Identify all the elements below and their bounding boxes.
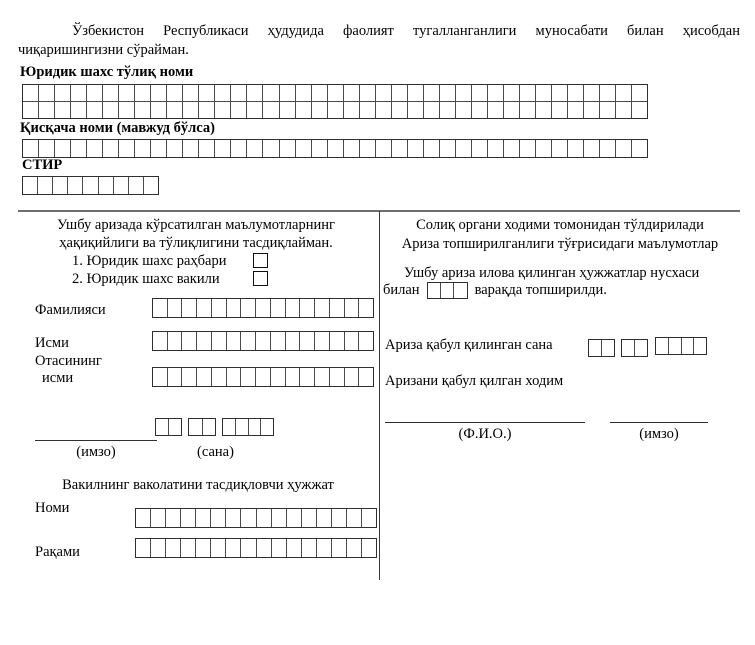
grid-cell[interactable] xyxy=(343,140,359,157)
grid-cell[interactable] xyxy=(150,539,165,557)
grid-cell[interactable] xyxy=(214,140,230,157)
grid-cell[interactable] xyxy=(391,140,407,157)
grid-cell[interactable] xyxy=(82,177,97,194)
grid-cell[interactable] xyxy=(118,140,134,157)
grid-cell[interactable] xyxy=(70,140,86,157)
short-name-label: Қисқача номи (мавжуд бўлса) xyxy=(20,120,215,136)
grid-cell[interactable] xyxy=(359,140,375,157)
grid-cell[interactable] xyxy=(359,85,375,101)
grid-cell[interactable] xyxy=(331,539,346,557)
grid-cell[interactable] xyxy=(167,368,182,386)
grid-cell[interactable] xyxy=(314,368,329,386)
option-legal-entity-representative-label: 2. Юридик шахс вакили xyxy=(72,271,220,287)
grid-cell[interactable] xyxy=(299,299,314,317)
grid-cell[interactable] xyxy=(344,368,359,386)
grid-cell[interactable] xyxy=(150,509,165,527)
grid-cell[interactable] xyxy=(295,102,311,118)
grid-cell[interactable] xyxy=(314,332,329,350)
grid-cell[interactable] xyxy=(182,102,198,118)
attachment-line1: Ушбу ариза илова қилинган ҳужжатлар нусхаси xyxy=(404,265,700,281)
grid-cell[interactable] xyxy=(391,102,407,118)
grid-cell[interactable] xyxy=(166,102,182,118)
grid-cell[interactable] xyxy=(299,332,314,350)
grid-cell[interactable] xyxy=(295,85,311,101)
grid-cell[interactable] xyxy=(455,102,471,118)
applicant-date-caption: (сана) xyxy=(197,444,234,460)
confirmation-line-1: Ушбу аризада кўрсатилган маълумотларнинг xyxy=(57,217,335,233)
grid-cell[interactable] xyxy=(423,102,439,118)
grid-cell[interactable] xyxy=(150,102,166,118)
doc-section-title: Вакилнинг ваколатини тасдиқловчи ҳужжат xyxy=(62,477,334,493)
grid-cell[interactable] xyxy=(344,332,359,350)
grid-cell[interactable] xyxy=(439,102,455,118)
grid-cell[interactable] xyxy=(195,539,210,557)
grid-cell[interactable] xyxy=(180,539,195,557)
grid-cell[interactable] xyxy=(301,539,316,557)
grid-cell[interactable] xyxy=(136,509,150,527)
grid-cell[interactable] xyxy=(202,419,216,435)
grid-cell[interactable] xyxy=(270,332,285,350)
grid-cell[interactable] xyxy=(134,140,150,157)
grid-cell[interactable] xyxy=(67,177,82,194)
full-name-label: Юридик шахс тўлиқ номи xyxy=(20,64,194,80)
grid-cell[interactable] xyxy=(301,509,316,527)
grid-cell[interactable] xyxy=(327,102,343,118)
tax-officer-header-line1: Солиқ органи ходими томонидан тўлдирилади xyxy=(416,217,704,233)
grid-cell[interactable] xyxy=(551,140,567,157)
officer-label: Аризани қабул қилган ходим xyxy=(385,373,564,389)
surname-grid[interactable] xyxy=(152,298,374,318)
grid-cell[interactable] xyxy=(271,539,286,557)
patronymic-label-line2: исми xyxy=(42,370,74,386)
grid-cell[interactable] xyxy=(487,102,503,118)
grid-cell[interactable] xyxy=(211,299,226,317)
stir-grid[interactable] xyxy=(22,176,159,195)
grid-cell[interactable] xyxy=(346,539,361,557)
grid-cell[interactable] xyxy=(285,368,300,386)
grid-cell[interactable] xyxy=(134,85,150,101)
grid-cell[interactable] xyxy=(240,299,255,317)
grid-cell[interactable] xyxy=(246,85,262,101)
grid-cell[interactable] xyxy=(38,102,54,118)
grid-cell[interactable] xyxy=(255,299,270,317)
grid-cell[interactable] xyxy=(196,332,211,350)
grid-cell[interactable] xyxy=(285,332,300,350)
grid-cell[interactable] xyxy=(23,177,37,194)
grid-cell[interactable] xyxy=(262,102,278,118)
grid-cell[interactable] xyxy=(589,340,601,356)
grid-cell[interactable] xyxy=(311,140,327,157)
grid-cell[interactable] xyxy=(262,140,278,157)
grid-cell[interactable] xyxy=(286,509,301,527)
grid-cell[interactable] xyxy=(153,332,167,350)
grid-cell[interactable] xyxy=(583,102,599,118)
grid-cell[interactable] xyxy=(279,140,295,157)
grid-cell[interactable] xyxy=(240,368,255,386)
grid-cell[interactable] xyxy=(471,85,487,101)
grid-cell[interactable] xyxy=(279,85,295,101)
grid-cell[interactable] xyxy=(519,140,535,157)
grid-cell[interactable] xyxy=(262,85,278,101)
grid-cell[interactable] xyxy=(211,332,226,350)
grid-cell[interactable] xyxy=(440,283,453,298)
attachment-pages-grid[interactable] xyxy=(427,282,468,299)
grid-cell[interactable] xyxy=(331,509,346,527)
grid-cell[interactable] xyxy=(86,140,102,157)
grid-cell[interactable] xyxy=(601,340,614,356)
grid-cell[interactable] xyxy=(487,85,503,101)
date-received-label: Ариза қабул қилинган сана xyxy=(385,337,553,353)
grid-cell[interactable] xyxy=(551,102,567,118)
grid-cell[interactable] xyxy=(166,140,182,157)
grid-cell[interactable] xyxy=(37,177,52,194)
grid-cell[interactable] xyxy=(622,340,634,356)
grid-cell[interactable] xyxy=(327,85,343,101)
tax-officer-header xyxy=(382,216,738,253)
grid-cell[interactable] xyxy=(375,140,391,157)
grid-cell[interactable] xyxy=(361,509,376,527)
grid-cell[interactable] xyxy=(535,140,551,157)
grid-cell[interactable] xyxy=(631,102,647,118)
attachment-line2 xyxy=(383,282,607,299)
grid-cell[interactable] xyxy=(54,85,70,101)
grid-cell[interactable] xyxy=(423,140,439,157)
grid-cell[interactable] xyxy=(503,102,519,118)
grid-cell[interactable] xyxy=(198,102,214,118)
grid-cell[interactable] xyxy=(407,102,423,118)
firstname-grid[interactable] xyxy=(152,331,374,351)
tax-officer-header-line2: Ариза топширилганлиги тўғрисидаги маълумотлар xyxy=(401,235,719,252)
grid-cell[interactable] xyxy=(270,299,285,317)
attachment-prefix: билан xyxy=(383,282,420,298)
grid-cell[interactable] xyxy=(407,85,423,101)
grid-cell[interactable] xyxy=(181,299,196,317)
grid-cell[interactable] xyxy=(583,85,599,101)
grid-cell[interactable] xyxy=(246,140,262,157)
firstname-label: Исми xyxy=(35,335,69,351)
grid-cell[interactable] xyxy=(153,368,167,386)
grid-cell[interactable] xyxy=(225,509,240,527)
grid-cell[interactable] xyxy=(256,509,271,527)
grid-cell[interactable] xyxy=(156,419,168,435)
grid-cell[interactable] xyxy=(38,85,54,101)
received-date-day-grid[interactable] xyxy=(588,339,615,357)
grid-cell[interactable] xyxy=(113,177,128,194)
officer-signature-line xyxy=(610,422,708,423)
grid-cell[interactable] xyxy=(343,85,359,101)
grid-cell[interactable] xyxy=(314,299,329,317)
grid-cell[interactable] xyxy=(196,299,211,317)
grid-cell[interactable] xyxy=(329,332,344,350)
grid-cell[interactable] xyxy=(344,299,359,317)
grid-cell[interactable] xyxy=(311,85,327,101)
grid-cell[interactable] xyxy=(136,539,150,557)
grid-cell[interactable] xyxy=(182,85,198,101)
grid-cell[interactable] xyxy=(182,140,198,157)
grid-cell[interactable] xyxy=(70,102,86,118)
grid-cell[interactable] xyxy=(358,368,373,386)
grid-cell[interactable] xyxy=(407,140,423,157)
grid-cell[interactable] xyxy=(23,140,38,157)
grid-cell[interactable] xyxy=(240,509,255,527)
grid-cell[interactable] xyxy=(519,85,535,101)
grid-cell[interactable] xyxy=(503,140,519,157)
grid-cell[interactable] xyxy=(210,539,225,557)
grid-cell[interactable] xyxy=(615,140,631,157)
grid-cell[interactable] xyxy=(23,102,38,118)
grid-cell[interactable] xyxy=(631,85,647,101)
grid-cell[interactable] xyxy=(86,102,102,118)
grid-cell[interactable] xyxy=(346,509,361,527)
doc-name-grid[interactable] xyxy=(135,508,377,528)
received-date-year-grid[interactable] xyxy=(655,337,707,355)
grid-cell[interactable] xyxy=(358,332,373,350)
grid-cell[interactable] xyxy=(599,102,615,118)
patronymic-grid[interactable] xyxy=(152,367,374,387)
confirmation-line-2: ҳақиқийлиги ва тўлиқлигини тасдиқлайман. xyxy=(59,235,333,251)
grid-cell[interactable] xyxy=(165,539,180,557)
grid-cell[interactable] xyxy=(359,102,375,118)
grid-cell[interactable] xyxy=(455,85,471,101)
grid-cell[interactable] xyxy=(681,338,694,354)
patronymic-label-line1: Отасининг xyxy=(35,353,102,369)
applicant-signature-line xyxy=(35,440,157,441)
grid-cell[interactable] xyxy=(567,140,583,157)
grid-cell[interactable] xyxy=(285,299,300,317)
grid-cell[interactable] xyxy=(503,85,519,101)
grid-cell[interactable] xyxy=(375,102,391,118)
grid-cell[interactable] xyxy=(214,85,230,101)
grid-cell[interactable] xyxy=(230,140,246,157)
grid-cell[interactable] xyxy=(102,85,118,101)
grid-cell[interactable] xyxy=(214,102,230,118)
grid-cell[interactable] xyxy=(634,340,647,356)
grid-cell[interactable] xyxy=(23,85,38,101)
grid-cell[interactable] xyxy=(487,140,503,157)
grid-cell[interactable] xyxy=(519,102,535,118)
left-date-month-grid[interactable] xyxy=(188,418,216,436)
grid-cell[interactable] xyxy=(198,85,214,101)
grid-cell[interactable] xyxy=(54,140,70,157)
grid-cell[interactable] xyxy=(70,85,86,101)
grid-cell[interactable] xyxy=(295,140,311,157)
grid-cell[interactable] xyxy=(358,299,373,317)
grid-cell[interactable] xyxy=(150,85,166,101)
grid-cell[interactable] xyxy=(225,539,240,557)
grid-cell[interactable] xyxy=(54,102,70,118)
grid-cell[interactable] xyxy=(615,85,631,101)
left-date-year-grid[interactable] xyxy=(222,418,274,436)
grid-cell[interactable] xyxy=(361,539,376,557)
grid-cell[interactable] xyxy=(471,140,487,157)
grid-cell[interactable] xyxy=(102,102,118,118)
grid-cell[interactable] xyxy=(223,419,235,435)
grid-cell[interactable] xyxy=(316,539,331,557)
grid-cell[interactable] xyxy=(167,299,182,317)
officer-fio-line xyxy=(385,422,585,423)
grid-cell[interactable] xyxy=(615,102,631,118)
grid-cell[interactable] xyxy=(134,102,150,118)
grid-cell[interactable] xyxy=(567,102,583,118)
grid-cell[interactable] xyxy=(255,332,270,350)
grid-cell[interactable] xyxy=(299,368,314,386)
grid-cell[interactable] xyxy=(391,85,407,101)
grid-cell[interactable] xyxy=(583,140,599,157)
short-name-grid[interactable] xyxy=(22,139,648,158)
grid-cell[interactable] xyxy=(196,368,211,386)
intro-paragraph: Ўзбекистон Республикаси ҳудудида фаолият тугалланганлиги муносабати билан ҳисобдан чиқаришингизни сўрайман. xyxy=(18,23,740,58)
grid-cell[interactable] xyxy=(118,102,134,118)
grid-cell[interactable] xyxy=(230,85,246,101)
grid-cell[interactable] xyxy=(240,332,255,350)
grid-cell[interactable] xyxy=(210,509,225,527)
grid-cell[interactable] xyxy=(471,102,487,118)
grid-cell[interactable] xyxy=(150,140,166,157)
grid-cell[interactable] xyxy=(246,102,262,118)
officer-signature-caption: (имзо) xyxy=(639,426,679,442)
grid-cell[interactable] xyxy=(631,140,647,157)
checkbox-legal-entity-head[interactable] xyxy=(253,253,268,268)
grid-cell[interactable] xyxy=(329,299,344,317)
grid-cell[interactable] xyxy=(668,338,681,354)
grid-cell[interactable] xyxy=(181,368,196,386)
grid-cell[interactable] xyxy=(260,419,273,435)
grid-cell[interactable] xyxy=(439,140,455,157)
grid-cell[interactable] xyxy=(693,338,706,354)
grid-cell[interactable] xyxy=(235,419,248,435)
grid-cell[interactable] xyxy=(230,102,246,118)
grid-cell[interactable] xyxy=(226,299,241,317)
officer-fio-caption: (Ф.И.О.) xyxy=(458,426,512,442)
grid-cell[interactable] xyxy=(102,140,118,157)
grid-cell[interactable] xyxy=(52,177,67,194)
doc-number-label: Рақами xyxy=(35,544,80,560)
grid-cell[interactable] xyxy=(599,85,615,101)
grid-cell[interactable] xyxy=(453,283,466,298)
option-legal-entity-head-label: 1. Юридик шахс раҳбари xyxy=(72,253,227,269)
grid-cell[interactable] xyxy=(189,419,202,435)
grid-cell[interactable] xyxy=(535,102,551,118)
grid-cell[interactable] xyxy=(240,539,255,557)
doc-name-label: Номи xyxy=(35,500,70,516)
grid-cell[interactable] xyxy=(535,85,551,101)
grid-cell[interactable] xyxy=(180,509,195,527)
grid-cell[interactable] xyxy=(166,85,182,101)
grid-cell[interactable] xyxy=(211,368,226,386)
grid-cell[interactable] xyxy=(226,368,241,386)
grid-cell[interactable] xyxy=(128,177,143,194)
grid-cell[interactable] xyxy=(311,102,327,118)
received-date-month-grid[interactable] xyxy=(621,339,648,357)
column-divider xyxy=(379,211,380,580)
attachment-suffix: варақда топширилди. xyxy=(474,282,607,298)
grid-cell[interactable] xyxy=(439,85,455,101)
grid-cell[interactable] xyxy=(86,85,102,101)
grid-cell[interactable] xyxy=(165,509,180,527)
grid-cell[interactable] xyxy=(255,368,270,386)
grid-cell[interactable] xyxy=(567,85,583,101)
left-date-day-grid[interactable] xyxy=(155,418,182,436)
grid-cell[interactable] xyxy=(343,102,359,118)
doc-number-grid[interactable] xyxy=(135,538,377,558)
grid-cell[interactable] xyxy=(98,177,113,194)
grid-cell[interactable] xyxy=(599,140,615,157)
grid-cell[interactable] xyxy=(181,332,196,350)
grid-cell[interactable] xyxy=(38,140,54,157)
grid-cell[interactable] xyxy=(270,368,285,386)
grid-cell[interactable] xyxy=(375,85,391,101)
grid-cell[interactable] xyxy=(195,509,210,527)
grid-cell[interactable] xyxy=(168,419,181,435)
grid-cell[interactable] xyxy=(455,140,471,157)
full-name-grid[interactable] xyxy=(22,84,648,119)
applicant-signature-caption: (имзо) xyxy=(76,444,116,460)
grid-cell[interactable] xyxy=(428,283,440,298)
stir-label: СТИР xyxy=(22,157,63,173)
checkbox-legal-entity-representative[interactable] xyxy=(253,271,268,286)
grid-cell[interactable] xyxy=(656,338,668,354)
surname-label: Фамилияси xyxy=(35,302,106,318)
grid-cell[interactable] xyxy=(248,419,261,435)
grid-cell[interactable] xyxy=(153,299,167,317)
grid-cell[interactable] xyxy=(327,140,343,157)
grid-cell[interactable] xyxy=(423,85,439,101)
grid-cell[interactable] xyxy=(118,85,134,101)
grid-cell[interactable] xyxy=(143,177,158,194)
grid-cell[interactable] xyxy=(286,539,301,557)
grid-cell[interactable] xyxy=(167,332,182,350)
grid-cell[interactable] xyxy=(551,85,567,101)
confirmation-statement xyxy=(20,216,372,252)
grid-cell[interactable] xyxy=(271,509,286,527)
grid-cell[interactable] xyxy=(279,102,295,118)
grid-cell[interactable] xyxy=(316,509,331,527)
grid-cell[interactable] xyxy=(256,539,271,557)
grid-cell[interactable] xyxy=(198,140,214,157)
grid-cell[interactable] xyxy=(226,332,241,350)
grid-cell[interactable] xyxy=(329,368,344,386)
